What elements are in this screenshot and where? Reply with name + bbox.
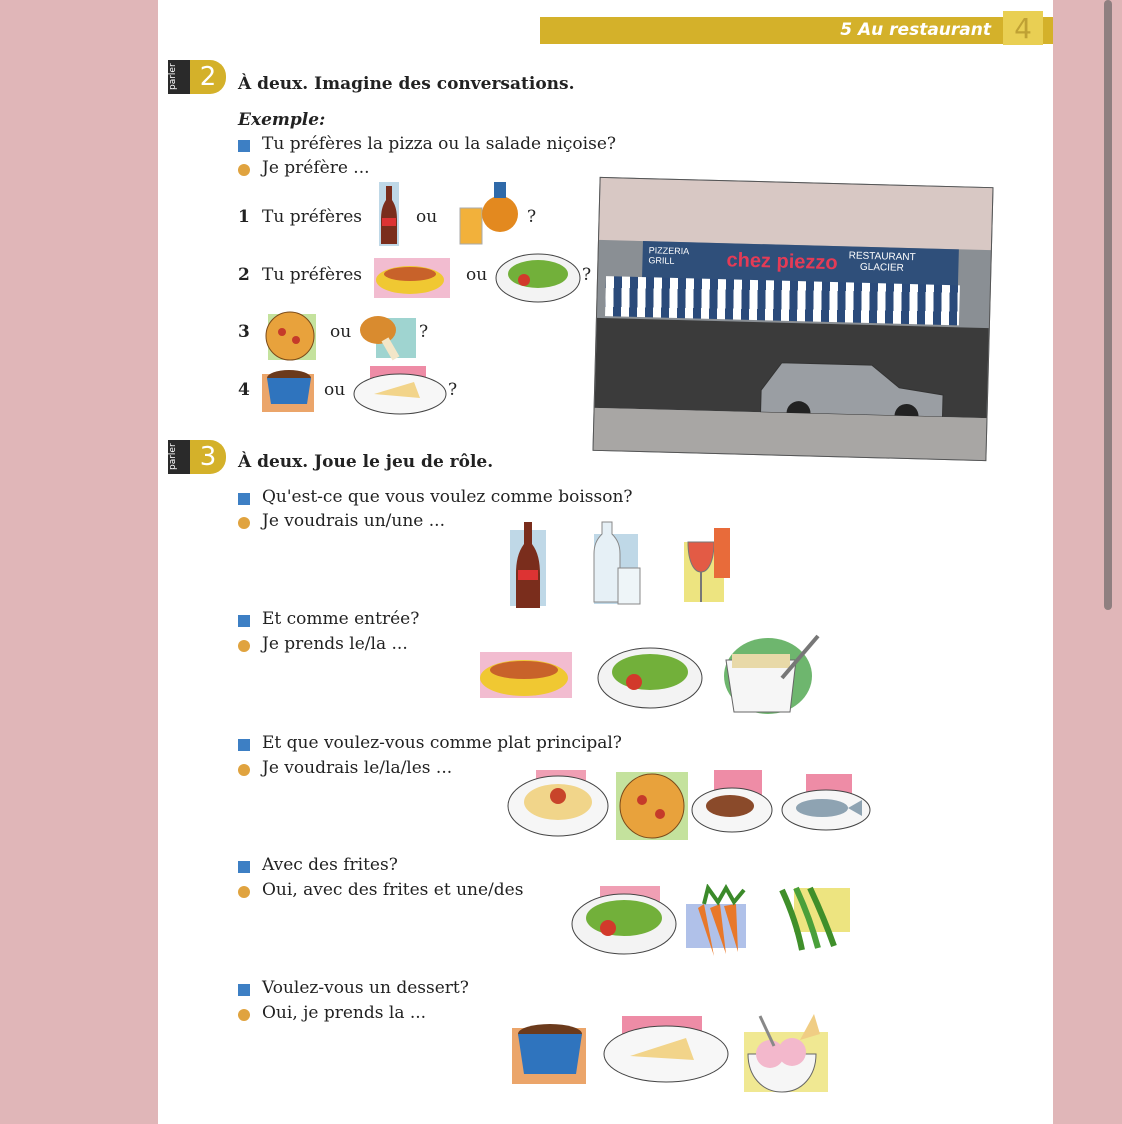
pate-terrine-icon [722,630,822,716]
cola-bottle-icon [374,182,404,246]
round-bullet-icon [238,886,250,898]
item-question-mark: ? [582,265,592,285]
cola-bottle-icon [506,520,550,610]
awning [605,276,960,325]
item-question-mark: ? [448,380,458,400]
scrollbar[interactable] [1104,0,1112,610]
pie-slice-icon [602,1014,730,1084]
salad-icon [494,246,582,304]
item-number: 4 [238,380,250,400]
salad-icon [570,884,678,956]
sign-left-text: PIZZERIA GRILL [648,245,690,266]
ice-cream-icon [738,1010,832,1096]
dialogue-answer: Oui, je prends la ... [262,1003,427,1023]
round-bullet-icon [238,1009,250,1021]
tag-label: parler [168,60,190,94]
item-number: 3 [238,322,250,342]
soup-icon [476,640,582,704]
item-ou: ou [324,380,346,400]
exercise-2-heading: À deux. Imagine des conversations. [238,74,575,94]
square-bullet-icon [238,861,250,873]
dialogue-question: Et comme entrée? [262,609,420,629]
tag-label: parler [168,440,190,474]
exercise-number: 3 [190,440,226,474]
pie-slice-icon [352,364,448,416]
fish-icon [780,772,874,836]
example-label: Exemple: [238,110,326,130]
dialogue-answer: Je voudrais le/la/les ... [262,758,453,778]
item-question-mark: ? [527,207,537,227]
dialogue-question: Qu'est-ce que vous voulez comme boisson? [262,487,633,507]
example-question: Tu préfères la pizza ou la salade niçoise? [262,134,616,154]
water-bottle-icon [590,520,646,608]
pizza-icon [262,310,318,362]
salad-icon [596,640,704,712]
pizza-icon [612,768,692,844]
spaghetti-icon [506,766,610,840]
exercise-tag-2 [168,60,226,94]
creme-caramel-icon [260,364,318,414]
round-bullet-icon [238,764,250,776]
dialogue-answer: Je voudrais un/une ... [262,511,445,531]
dialogue-question: Voulez-vous un dessert? [262,978,469,998]
chapter-title: 5 Au restaurant [840,20,991,40]
steak-icon [690,768,776,836]
round-bullet-icon [238,164,250,176]
item-ou: ou [466,265,488,285]
square-bullet-icon [238,140,250,152]
round-bullet-icon [238,640,250,652]
creme-caramel-icon [510,1014,590,1086]
dialogue-answer: Je prends le/la ... [262,634,408,654]
item-prefix: Tu préfères [262,265,363,285]
item-number: 2 [238,265,250,285]
sign-center-text: chez piezzo [726,249,838,275]
round-bullet-icon [238,517,250,529]
carrots-icon [684,884,764,958]
item-ou: ou [330,322,352,342]
green-beans-icon [772,884,852,954]
item-question-mark: ? [419,322,429,342]
example-answer: Je préfère ... [262,158,370,178]
item-number: 1 [238,207,250,227]
item-ou: ou [416,207,438,227]
chapter-header [540,12,1053,45]
exercise-tag-3 [168,440,226,474]
soup-icon [372,250,458,302]
dialogue-question: Avec des frites? [262,855,398,875]
exercise-3-heading: À deux. Joue le jeu de rôle. [238,452,494,472]
chapter-number: 4 [1003,11,1043,45]
dialogue-question: Et que voulez-vous comme plat principal? [262,733,622,753]
square-bullet-icon [238,493,250,505]
sign-right-text: RESTAURANT GLACIER [848,250,916,274]
exercise-number: 2 [190,60,226,94]
dialogue-answer: Oui, avec des frites et une/des [262,880,524,900]
orange-juice-icon [456,180,520,246]
square-bullet-icon [238,984,250,996]
chicken-leg-icon [356,308,416,366]
wine-glass-icon [682,522,732,612]
square-bullet-icon [238,739,250,751]
square-bullet-icon [238,615,250,627]
item-prefix: Tu préfères [262,207,363,227]
restaurant-photo [592,177,993,461]
